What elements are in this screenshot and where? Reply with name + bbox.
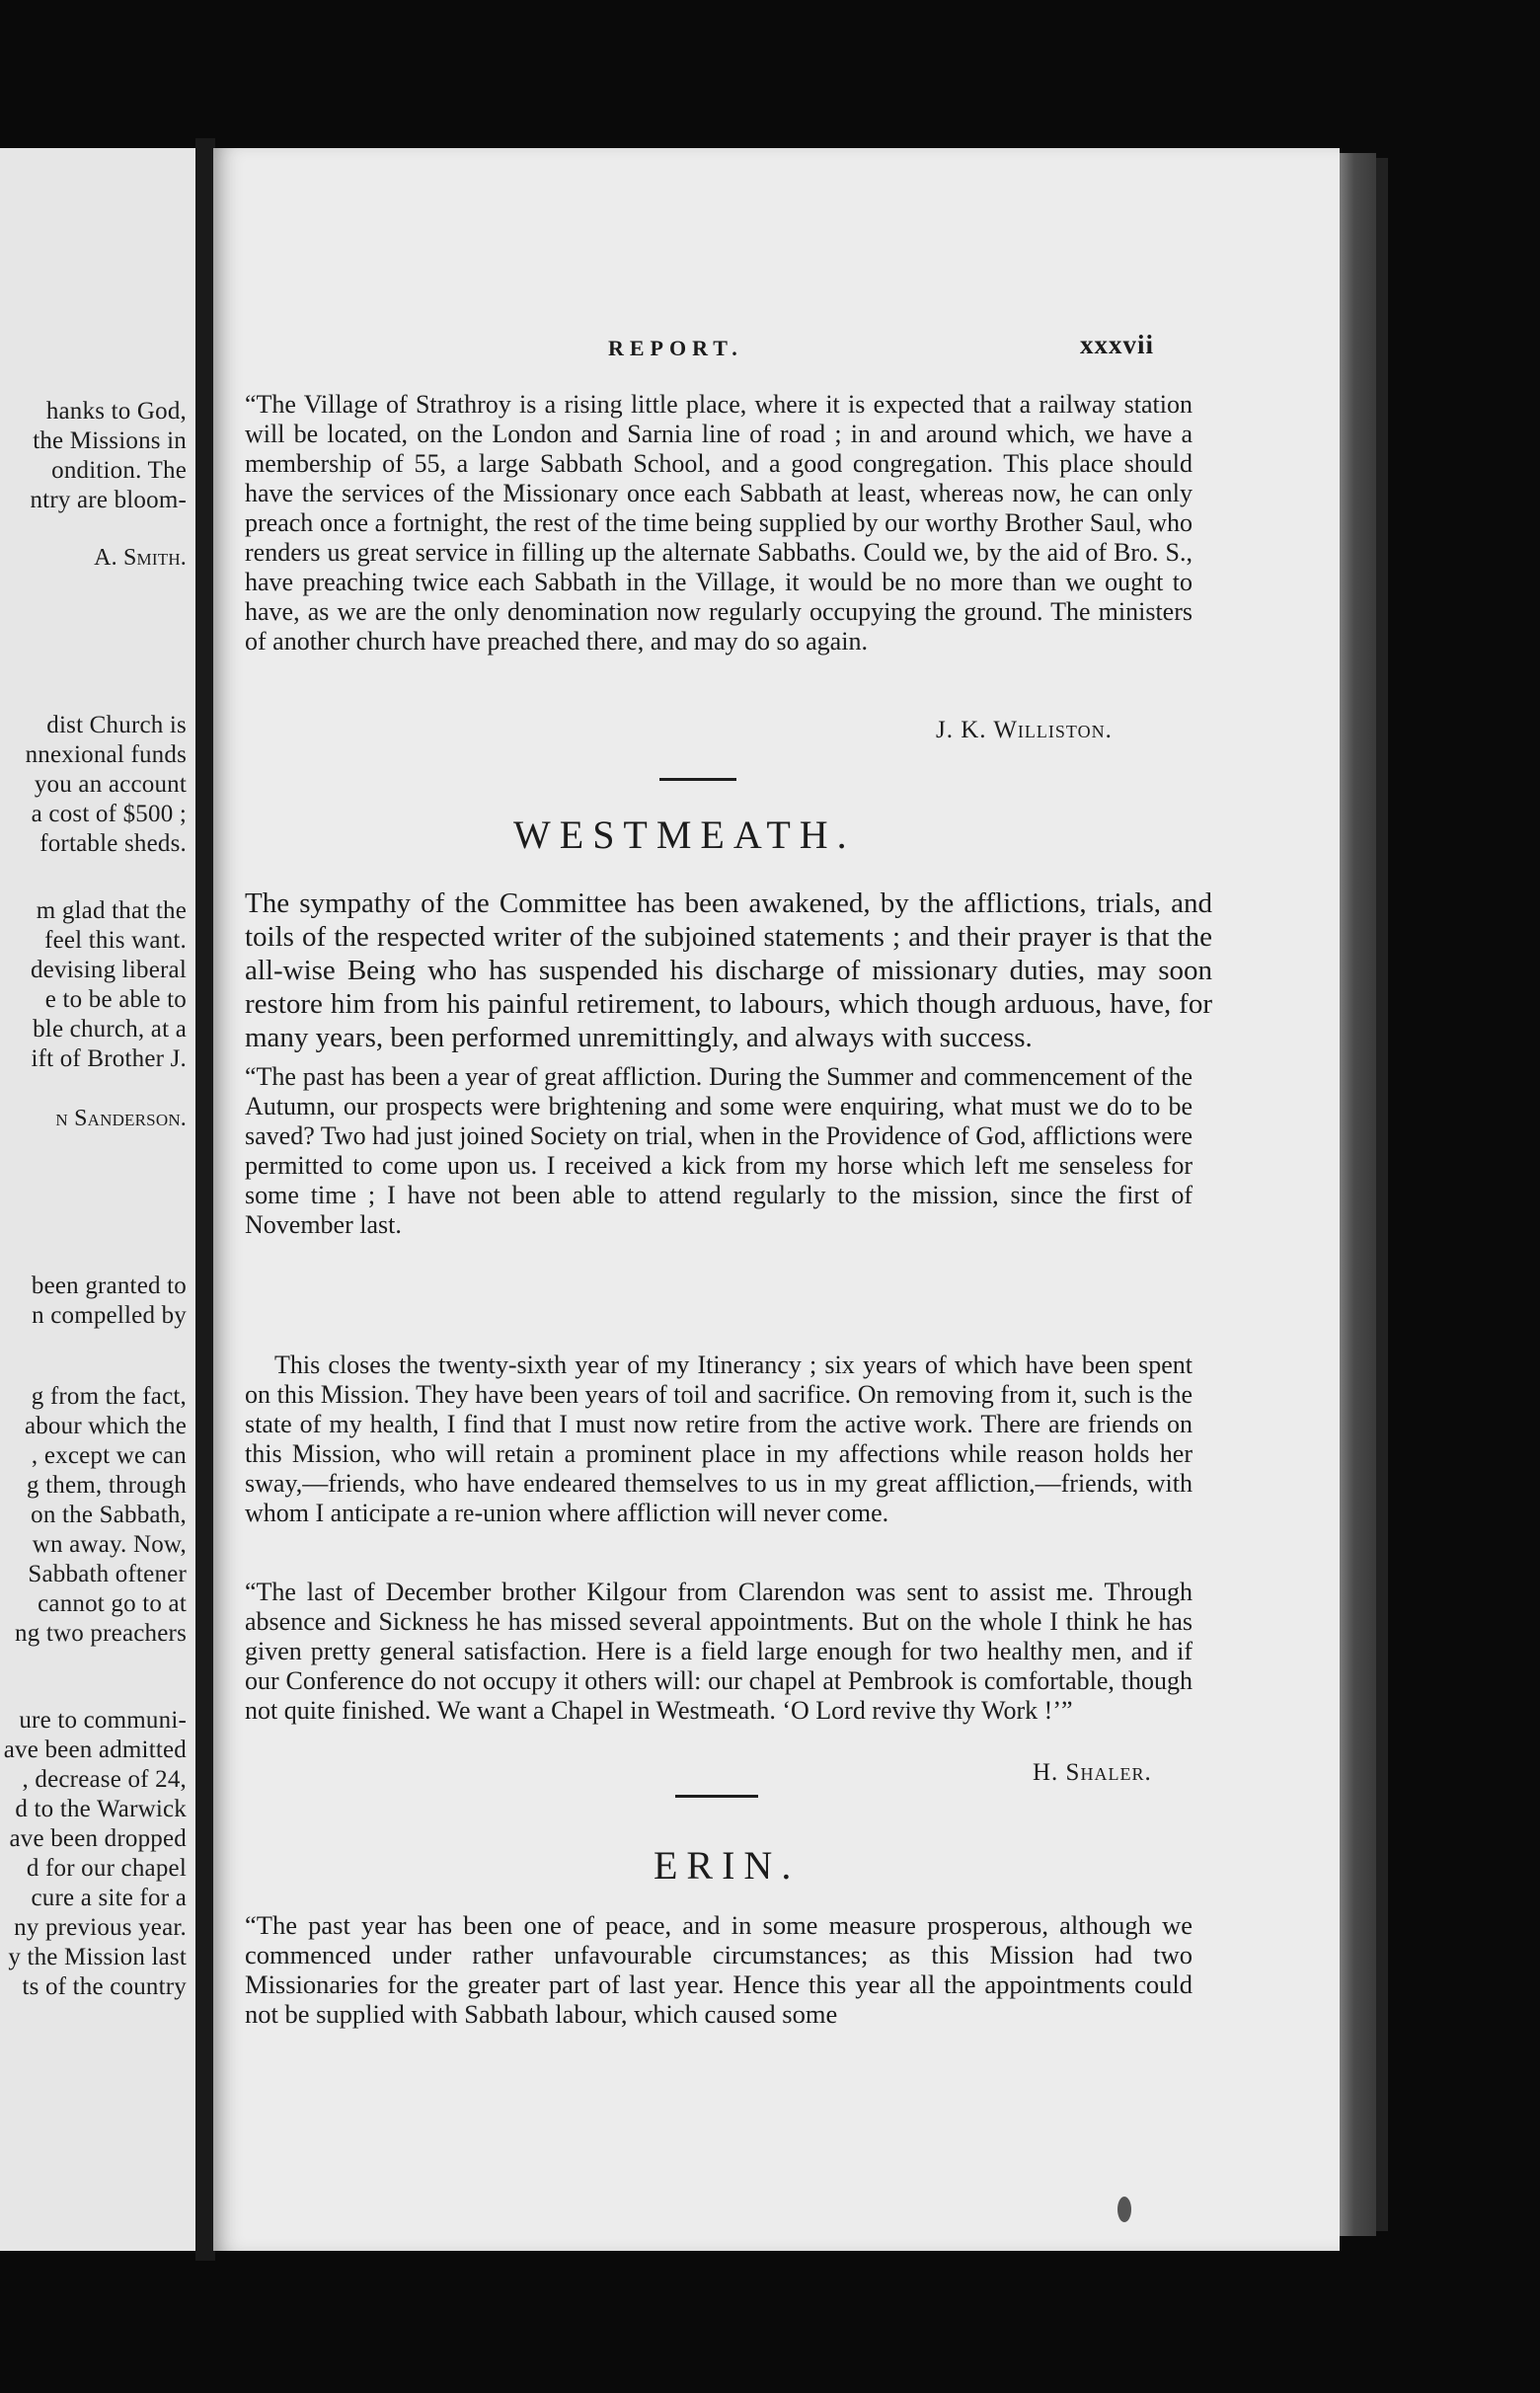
paper-blemish [1117, 2197, 1131, 2222]
section-rule [659, 778, 736, 781]
left-line: wn away. Now, [32, 1531, 187, 1558]
left-line: ift of Brother J. [31, 1045, 187, 1072]
left-line: y the Mission last [8, 1944, 187, 1970]
cover-edge [1376, 158, 1388, 2231]
signature-shaler: H. Shaler. [1033, 1759, 1152, 1786]
westmeath-intro: The sympathy of the Committee has been awakened, by the afflictions, trials, and toils of the respected writer of the subjoined statements ; and their prayer is that the all-wise Being who has suspended his discharge of missionary duties, may soon restore him from his painful retirement, to labours, which though arduous, have, for many years, been performed unremittingly, and always with success. [245, 888, 1212, 1053]
signature-williston: J. K. Williston. [936, 717, 1113, 743]
page-number: xxxvii [1080, 330, 1155, 359]
section-rule [675, 1795, 758, 1798]
left-line: dist Church is [46, 712, 187, 738]
left-line: d to the Warwick [15, 1796, 187, 1822]
left-line: e to be able to [44, 986, 187, 1013]
left-line: ntry are bloom- [30, 487, 187, 513]
left-line: been granted to [31, 1273, 187, 1299]
main-page [213, 148, 1340, 2251]
left-line: ure to communi- [19, 1707, 187, 1734]
left-line: you an account [34, 771, 187, 798]
strathroy-quote: “The Village of Strathroy is a rising little place, where it is expected that a railway station will be located, on the London and Sarnia line of road ; in and around which, we have a membership of 55, a large Sabbath School, and a good congregation. This place should have the services of the Missionary once each Sabbath at least, whereas now, he can only preach once a fortnight, the rest of the time being supplied by our worthy Brother Saul, who renders us great service in filling up the alternate Sabbaths. Could we, by the aid of Bro. S., have preaching twice each Sabbath in the Village, it would be no more than we ought to have, as we are the only denomination now regularly occupying the ground. The ministers of another church have preached there, and may do so again. [245, 390, 1193, 656]
left-line: , except we can [31, 1442, 187, 1469]
left-line: g from the fact, [31, 1383, 187, 1410]
left-signature: A. Smith. [94, 545, 187, 571]
left-line: on the Sabbath, [31, 1502, 187, 1528]
left-line: n compelled by [32, 1302, 187, 1329]
book-gutter [195, 138, 215, 2261]
section-title-erin: ERIN. [654, 1843, 801, 1888]
left-line: devising liberal [30, 957, 187, 983]
left-line: ondition. The [51, 457, 187, 484]
page-content [213, 148, 1340, 2251]
left-line: nnexional funds [25, 741, 187, 768]
left-signature: n Sanderson. [55, 1106, 187, 1131]
left-line: d for our chapel [26, 1855, 187, 1882]
left-line: ny previous year. [14, 1914, 187, 1941]
left-line: fortable sheds. [39, 830, 187, 857]
left-line: hanks to God, [45, 398, 187, 425]
westmeath-quote-3: “The last of December brother Kilgour from Clarendon was sent to assist me. Through absence and Sickness he has missed several appointments. But on the whole I think he has given pretty general satisfaction. Here is a field large enough for two healthy men, and if our Conference do not occupy it others will: our chapel at Pembrook is comfortable, though not quite finished. We want a Chapel in Westmeath. ‘O Lord revive thy Work !’” [245, 1578, 1193, 1725]
left-line: cure a site for a [31, 1885, 187, 1911]
left-line: abour which the [24, 1413, 187, 1439]
left-line: ave been admitted [3, 1737, 187, 1763]
erin-quote: “The past year has been one of peace, and in some measure prosperous, although we commenced under rather unfavourable circumstances; as this Mission had two Missionaries for the greater part of last year. Hence this year all the appointments could not be supplied with Sabbath labour, which caused some [245, 1910, 1193, 2029]
left-line: g them, through [26, 1472, 187, 1499]
section-title-westmeath: WESTMEATH. [513, 812, 856, 857]
westmeath-quote-1: “The past has been a year of great affliction. During the Summer and commencement of the Autumn, our prospects were brightening and some were enquiring, what must we do to be saved? Two had just joined Society on trial, when in the Providence of God, afflictions were permitted to come upon us. I received a kick from my horse which left me senseless for some time ; I have not been able to attend regularly to the mission, since the first of November last. [245, 1062, 1193, 1239]
left-line: cannot go to at [38, 1590, 187, 1617]
left-line: the Missions in [33, 427, 187, 454]
left-line: a cost of $500 ; [31, 801, 187, 827]
running-title: REPORT. [608, 336, 743, 360]
left-line: m glad that the [36, 897, 187, 924]
left-line: ble church, at a [33, 1016, 187, 1042]
left-line: ts of the country [22, 1973, 187, 2000]
left-line: ng two preachers [15, 1620, 187, 1647]
left-line: ave been dropped [9, 1825, 187, 1852]
page-edge [1340, 153, 1376, 2236]
left-facing-page [0, 148, 202, 2251]
left-line: feel this want. [44, 927, 187, 954]
westmeath-quote-2: This closes the twenty-sixth year of my Itinerancy ; six years of which have been spent on this Mission. They have been years of toil and sacrifice. On removing from it, such is the state of my health, I find that I must now retire from the active work. There are friends on this Mission, who will retain a prominent place in my affections while reason holds her sway,—friends, who have endeared themselves to us in my great affliction,—friends, with whom I anticipate a re-union where affliction will never come. [245, 1351, 1193, 1527]
left-line: Sabbath oftener [28, 1561, 187, 1587]
left-line: , decrease of 24, [22, 1766, 187, 1793]
